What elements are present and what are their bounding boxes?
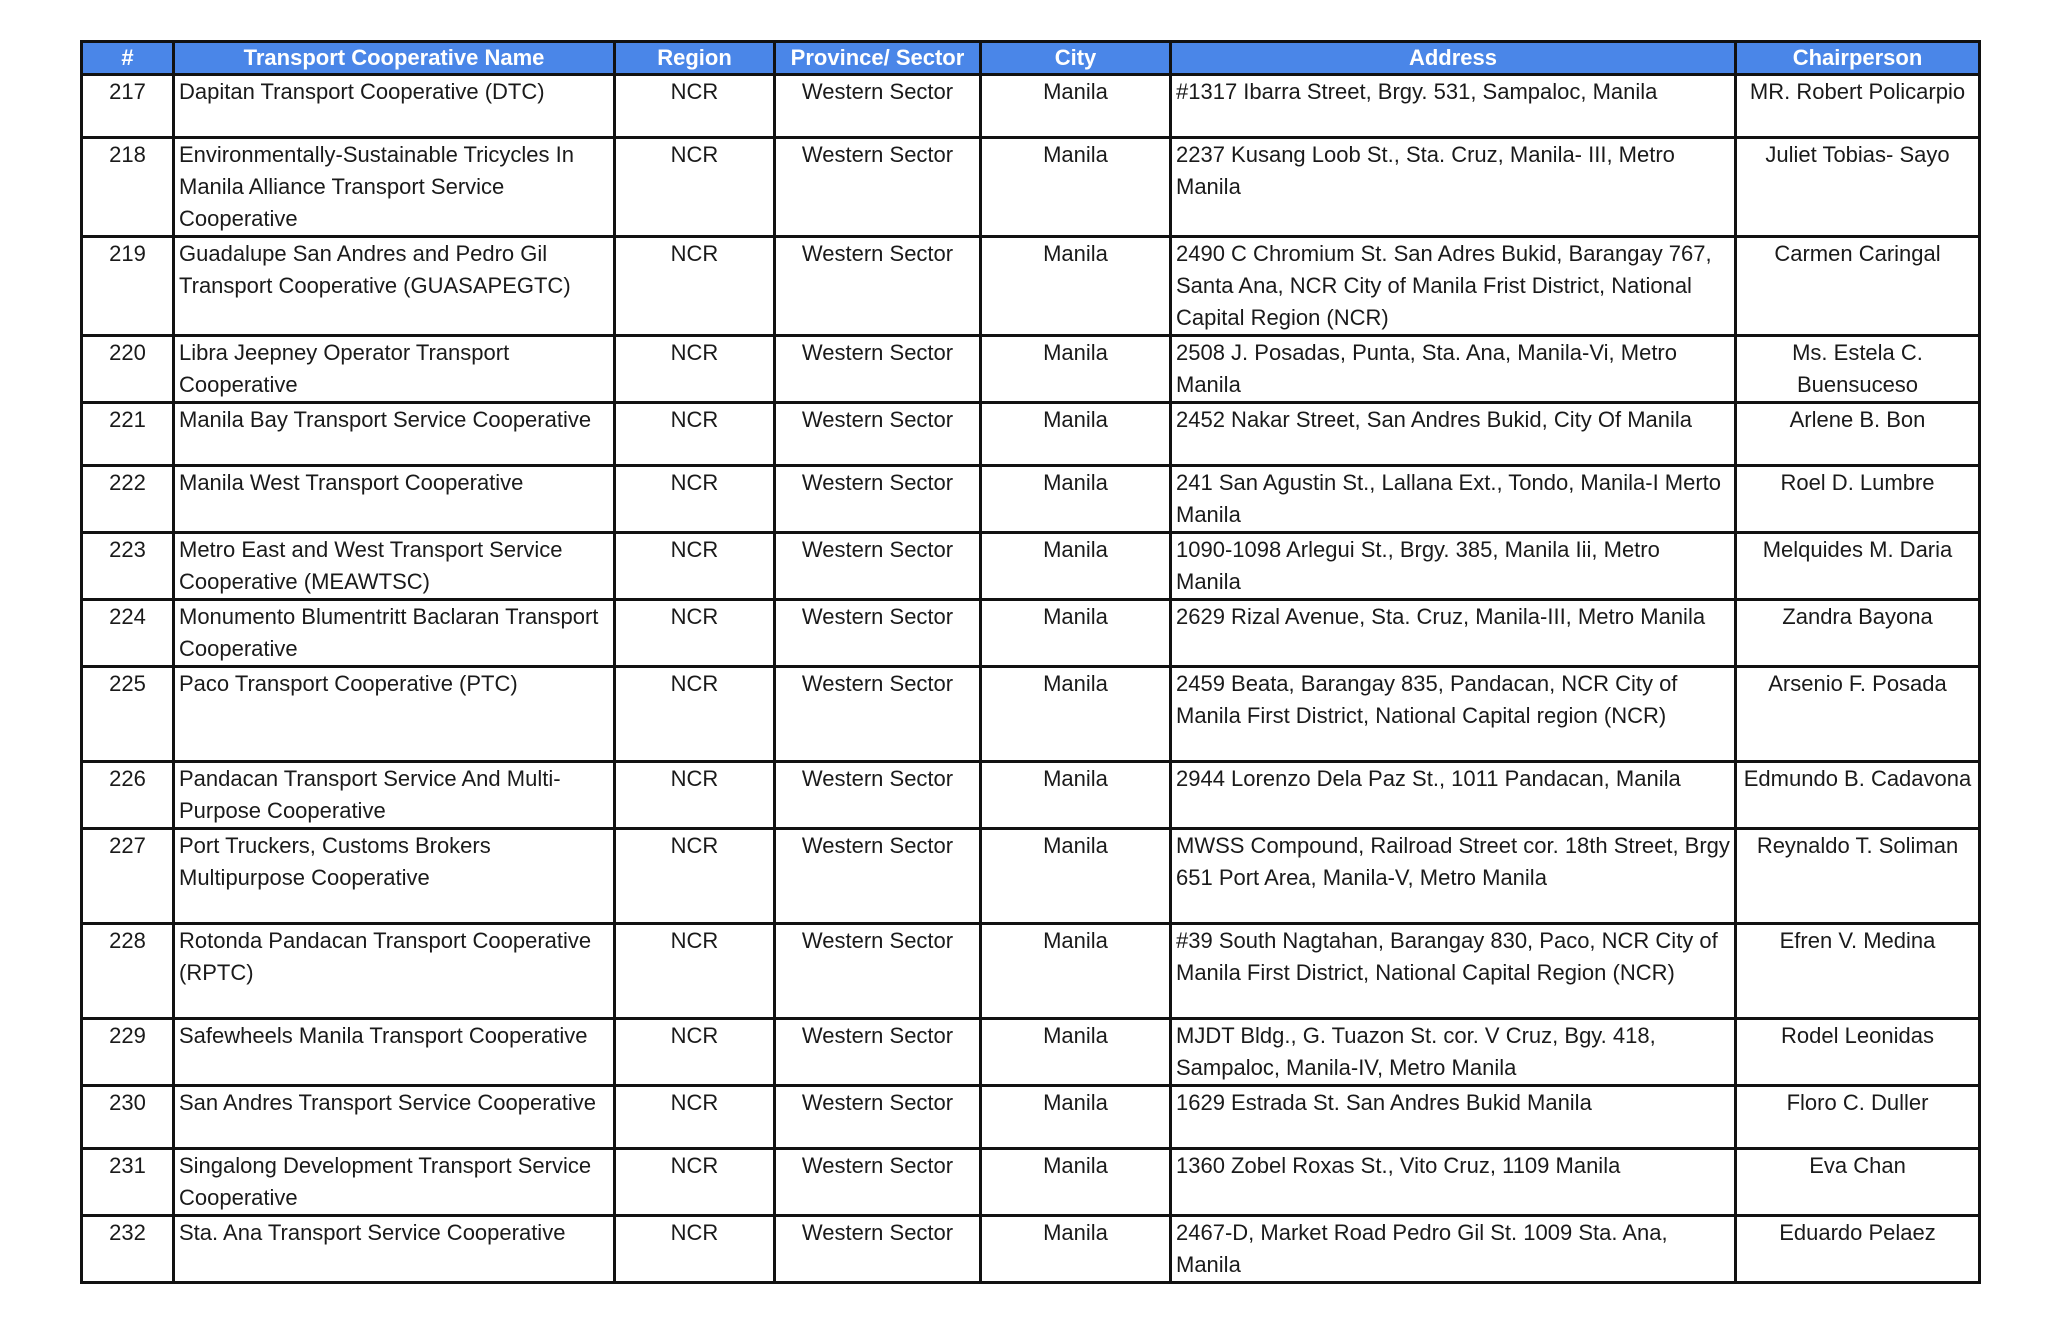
cell-number: 218 bbox=[82, 138, 174, 237]
cell-number: 229 bbox=[82, 1019, 174, 1086]
cell-cooperative-name: Metro East and West Transport Service Cooperative (MEAWTSC) bbox=[174, 533, 615, 600]
cell-chairperson: Juliet Tobias- Sayo bbox=[1736, 138, 1980, 237]
cell-province-sector: Western Sector bbox=[775, 138, 981, 237]
cell-address: 2452 Nakar Street, San Andres Bukid, City Of Manila bbox=[1171, 403, 1736, 466]
cell-number: 220 bbox=[82, 336, 174, 403]
cell-city: Manila bbox=[981, 829, 1171, 924]
cell-city: Manila bbox=[981, 924, 1171, 1019]
table-row bbox=[82, 237, 1980, 336]
cell-chairperson: MR. Robert Policarpio bbox=[1736, 75, 1980, 138]
cell-number: 225 bbox=[82, 667, 174, 762]
cell-address: #1317 Ibarra Street, Brgy. 531, Sampaloc, Manila bbox=[1171, 75, 1736, 138]
table-row bbox=[82, 138, 1980, 237]
header-province-sector: Province/ Sector bbox=[775, 42, 981, 75]
cell-address: #39 South Nagtahan, Barangay 830, Paco, NCR City of Manila First District, National Capital Region (NCR) bbox=[1171, 924, 1736, 1019]
header-city: City bbox=[981, 42, 1171, 75]
table-row bbox=[82, 466, 1980, 533]
cell-city: Manila bbox=[981, 466, 1171, 533]
cell-chairperson: Zandra Bayona bbox=[1736, 600, 1980, 667]
header-row bbox=[82, 42, 1980, 75]
table-header bbox=[82, 42, 1980, 75]
header-cooperative-name: Transport Cooperative Name bbox=[174, 42, 615, 75]
table-row bbox=[82, 1216, 1980, 1283]
cell-cooperative-name: Monumento Blumentritt Baclaran Transport Cooperative bbox=[174, 600, 615, 667]
cell-city: Manila bbox=[981, 336, 1171, 403]
cell-cooperative-name: Pandacan Transport Service And Multi-Purpose Cooperative bbox=[174, 762, 615, 829]
table-row bbox=[82, 762, 1980, 829]
table-row bbox=[82, 600, 1980, 667]
cell-province-sector: Western Sector bbox=[775, 336, 981, 403]
cell-number: 221 bbox=[82, 403, 174, 466]
cell-number: 222 bbox=[82, 466, 174, 533]
cell-number: 231 bbox=[82, 1149, 174, 1216]
cell-cooperative-name: Singalong Development Transport Service Cooperative bbox=[174, 1149, 615, 1216]
cell-chairperson: Arsenio F. Posada bbox=[1736, 667, 1980, 762]
cell-address: 1090-1098 Arlegui St., Brgy. 385, Manila Iii, Metro Manila bbox=[1171, 533, 1736, 600]
cell-region: NCR bbox=[615, 138, 775, 237]
cell-number: 217 bbox=[82, 75, 174, 138]
cell-address: 2467-D, Market Road Pedro Gil St. 1009 Sta. Ana, Manila bbox=[1171, 1216, 1736, 1283]
cell-address: 2459 Beata, Barangay 835, Pandacan, NCR City of Manila First District, National Capital region (NCR) bbox=[1171, 667, 1736, 762]
cell-province-sector: Western Sector bbox=[775, 1086, 981, 1149]
cell-province-sector: Western Sector bbox=[775, 1019, 981, 1086]
cell-region: NCR bbox=[615, 829, 775, 924]
table-row bbox=[82, 336, 1980, 403]
cell-number: 230 bbox=[82, 1086, 174, 1149]
cell-region: NCR bbox=[615, 762, 775, 829]
cooperative-table bbox=[80, 40, 1981, 1284]
cell-province-sector: Western Sector bbox=[775, 533, 981, 600]
cell-number: 226 bbox=[82, 762, 174, 829]
cell-province-sector: Western Sector bbox=[775, 600, 981, 667]
cooperative-table-sheet bbox=[80, 40, 1978, 1284]
cell-cooperative-name: Safewheels Manila Transport Cooperative bbox=[174, 1019, 615, 1086]
cell-city: Manila bbox=[981, 1086, 1171, 1149]
cell-city: Manila bbox=[981, 237, 1171, 336]
cell-chairperson: Melquides M. Daria bbox=[1736, 533, 1980, 600]
cell-address: MJDT Bldg., G. Tuazon St. cor. V Cruz, Bgy. 418, Sampaloc, Manila-IV, Metro Manila bbox=[1171, 1019, 1736, 1086]
cell-region: NCR bbox=[615, 600, 775, 667]
cell-address: 241 San Agustin St., Lallana Ext., Tondo, Manila-I Merto Manila bbox=[1171, 466, 1736, 533]
cell-number: 219 bbox=[82, 237, 174, 336]
cell-province-sector: Western Sector bbox=[775, 1216, 981, 1283]
table-row bbox=[82, 1019, 1980, 1086]
cell-region: NCR bbox=[615, 924, 775, 1019]
cell-province-sector: Western Sector bbox=[775, 75, 981, 138]
table-row bbox=[82, 924, 1980, 1019]
cell-cooperative-name: Rotonda Pandacan Transport Cooperative (RPTC) bbox=[174, 924, 615, 1019]
cell-number: 232 bbox=[82, 1216, 174, 1283]
cell-cooperative-name: Guadalupe San Andres and Pedro Gil Transport Cooperative (GUASAPEGTC) bbox=[174, 237, 615, 336]
cell-cooperative-name: Sta. Ana Transport Service Cooperative bbox=[174, 1216, 615, 1283]
cell-address: 1360 Zobel Roxas St., Vito Cruz, 1109 Manila bbox=[1171, 1149, 1736, 1216]
cell-region: NCR bbox=[615, 1086, 775, 1149]
table-row bbox=[82, 829, 1980, 924]
cell-city: Manila bbox=[981, 75, 1171, 138]
cell-region: NCR bbox=[615, 533, 775, 600]
cell-cooperative-name: Port Truckers, Customs Brokers Multipurpose Cooperative bbox=[174, 829, 615, 924]
table-row bbox=[82, 403, 1980, 466]
cell-address: 2490 C Chromium St. San Adres Bukid, Barangay 767, Santa Ana, NCR City of Manila Frist District, National Capital Region (NCR) bbox=[1171, 237, 1736, 336]
cell-number: 228 bbox=[82, 924, 174, 1019]
cell-chairperson: Ms. Estela C. Buensuceso bbox=[1736, 336, 1980, 403]
cell-region: NCR bbox=[615, 75, 775, 138]
cell-city: Manila bbox=[981, 1019, 1171, 1086]
cell-cooperative-name: Manila West Transport Cooperative bbox=[174, 466, 615, 533]
table-row bbox=[82, 1149, 1980, 1216]
cell-chairperson: Eva Chan bbox=[1736, 1149, 1980, 1216]
cell-province-sector: Western Sector bbox=[775, 466, 981, 533]
cell-region: NCR bbox=[615, 466, 775, 533]
cell-chairperson: Carmen Caringal bbox=[1736, 237, 1980, 336]
cell-city: Manila bbox=[981, 1149, 1171, 1216]
cell-chairperson: Reynaldo T. Soliman bbox=[1736, 829, 1980, 924]
cell-address: MWSS Compound, Railroad Street cor. 18th Street, Brgy 651 Port Area, Manila-V, Metro Manila bbox=[1171, 829, 1736, 924]
cell-number: 224 bbox=[82, 600, 174, 667]
table-row bbox=[82, 1086, 1980, 1149]
cell-number: 223 bbox=[82, 533, 174, 600]
cell-chairperson: Floro C. Duller bbox=[1736, 1086, 1980, 1149]
cell-province-sector: Western Sector bbox=[775, 237, 981, 336]
header-address: Address bbox=[1171, 42, 1736, 75]
table-row bbox=[82, 667, 1980, 762]
cell-cooperative-name: San Andres Transport Service Cooperative bbox=[174, 1086, 615, 1149]
cell-province-sector: Western Sector bbox=[775, 1149, 981, 1216]
cell-region: NCR bbox=[615, 237, 775, 336]
cell-chairperson: Arlene B. Bon bbox=[1736, 403, 1980, 466]
cell-address: 2237 Kusang Loob St., Sta. Cruz, Manila- III, Metro Manila bbox=[1171, 138, 1736, 237]
cell-city: Manila bbox=[981, 762, 1171, 829]
cell-province-sector: Western Sector bbox=[775, 924, 981, 1019]
cell-province-sector: Western Sector bbox=[775, 829, 981, 924]
cell-cooperative-name: Libra Jeepney Operator Transport Cooperative bbox=[174, 336, 615, 403]
table-body bbox=[82, 75, 1980, 1283]
cell-region: NCR bbox=[615, 1216, 775, 1283]
cell-address: 2629 Rizal Avenue, Sta. Cruz, Manila-III, Metro Manila bbox=[1171, 600, 1736, 667]
header-number: # bbox=[82, 42, 174, 75]
cell-address: 2944 Lorenzo Dela Paz St., 1011 Pandacan, Manila bbox=[1171, 762, 1736, 829]
cell-city: Manila bbox=[981, 533, 1171, 600]
table-row bbox=[82, 75, 1980, 138]
cell-chairperson: Edmundo B. Cadavona bbox=[1736, 762, 1980, 829]
table-row bbox=[82, 533, 1980, 600]
header-region: Region bbox=[615, 42, 775, 75]
cell-province-sector: Western Sector bbox=[775, 403, 981, 466]
cell-cooperative-name: Environmentally-Sustainable Tricycles In Manila Alliance Transport Service Cooperative bbox=[174, 138, 615, 237]
cell-region: NCR bbox=[615, 1149, 775, 1216]
cell-region: NCR bbox=[615, 336, 775, 403]
cell-city: Manila bbox=[981, 1216, 1171, 1283]
cell-address: 2508 J. Posadas, Punta, Sta. Ana, Manila-Vi, Metro Manila bbox=[1171, 336, 1736, 403]
header-chairperson: Chairperson bbox=[1736, 42, 1980, 75]
cell-region: NCR bbox=[615, 403, 775, 466]
cell-chairperson: Rodel Leonidas bbox=[1736, 1019, 1980, 1086]
cell-province-sector: Western Sector bbox=[775, 762, 981, 829]
cell-cooperative-name: Dapitan Transport Cooperative (DTC) bbox=[174, 75, 615, 138]
cell-region: NCR bbox=[615, 667, 775, 762]
cell-city: Manila bbox=[981, 403, 1171, 466]
cell-chairperson: Roel D. Lumbre bbox=[1736, 466, 1980, 533]
cell-city: Manila bbox=[981, 138, 1171, 237]
cell-chairperson: Efren V. Medina bbox=[1736, 924, 1980, 1019]
cell-cooperative-name: Manila Bay Transport Service Cooperative bbox=[174, 403, 615, 466]
cell-number: 227 bbox=[82, 829, 174, 924]
cell-province-sector: Western Sector bbox=[775, 667, 981, 762]
cell-cooperative-name: Paco Transport Cooperative (PTC) bbox=[174, 667, 615, 762]
cell-region: NCR bbox=[615, 1019, 775, 1086]
cell-address: 1629 Estrada St. San Andres Bukid Manila bbox=[1171, 1086, 1736, 1149]
cell-city: Manila bbox=[981, 667, 1171, 762]
cell-city: Manila bbox=[981, 600, 1171, 667]
cell-chairperson: Eduardo Pelaez bbox=[1736, 1216, 1980, 1283]
